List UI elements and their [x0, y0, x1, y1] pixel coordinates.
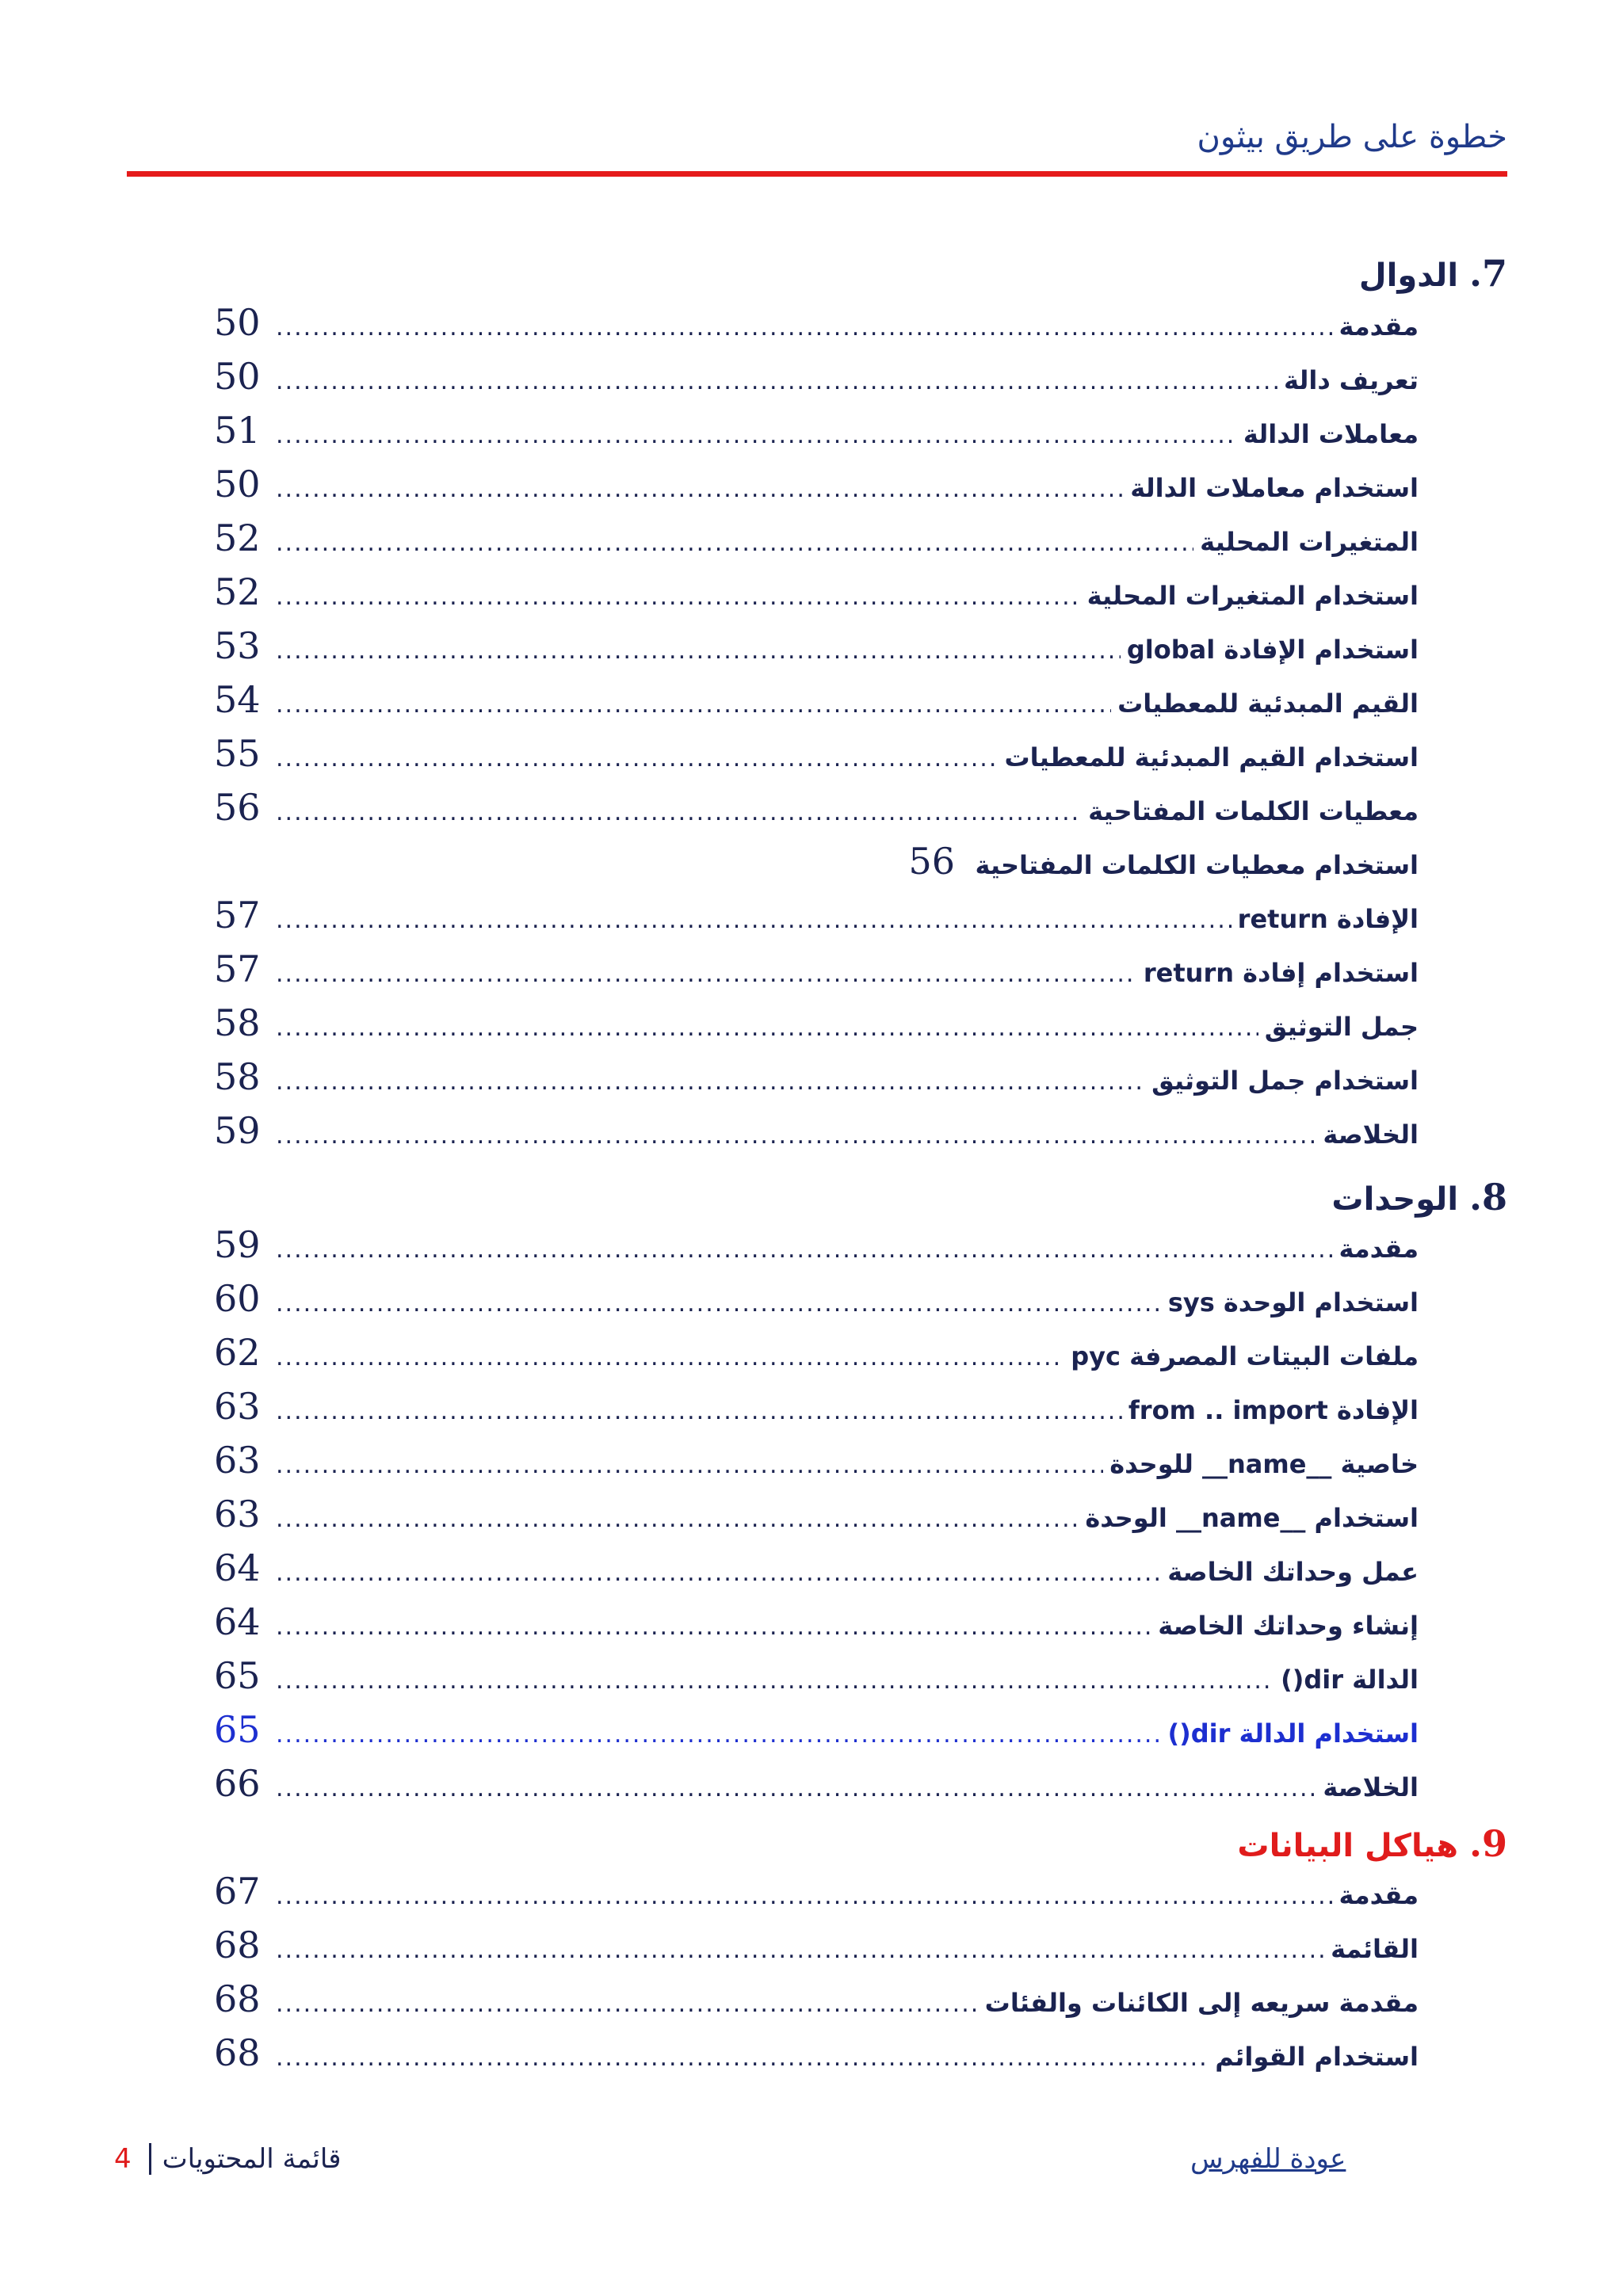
toc-entry-label: المتغيرات المحلية	[1200, 527, 1419, 557]
toc-entry-page: 50	[214, 301, 261, 344]
toc-entry-page: 60	[214, 1277, 261, 1320]
toc-entry-label: مقدمة	[1338, 311, 1419, 341]
toc-entry-page: 63	[214, 1439, 261, 1482]
toc-entry-label: الإفادة from .. import	[1128, 1395, 1419, 1425]
dot-leader	[276, 906, 1232, 934]
toc-entry[interactable]	[214, 840, 1419, 892]
toc-entry-label: الإفادة return	[1237, 904, 1419, 934]
toc-entry[interactable]	[214, 1708, 1419, 1760]
toc-entry-label: معطيات الكلمات المفتاحية	[1088, 796, 1419, 826]
chapter-title: هياكل البيانات	[1237, 1828, 1459, 1864]
dot-leader	[276, 1990, 979, 2018]
toc-entry-label: استخدام إفادة return	[1143, 958, 1419, 988]
dot-leader	[276, 1122, 1316, 1150]
toc-entry-label: استخدام القيم المبدئية للمعطيات	[1004, 742, 1419, 772]
toc-entry[interactable]	[214, 1870, 1419, 1922]
toc-entry-label: الخلاصة	[1323, 1772, 1419, 1802]
dot-leader	[276, 1344, 1064, 1371]
dot-leader	[276, 583, 1081, 611]
toc-entry-page: 50	[214, 463, 261, 505]
toc-entry-page: 65	[214, 1654, 261, 1697]
dot-leader	[276, 1290, 1162, 1318]
dot-leader	[276, 1398, 1122, 1425]
toc-entry[interactable]	[214, 570, 1419, 623]
toc-entry-label: استخدام __name__ الوحدة	[1085, 1503, 1419, 1533]
toc-entry-page: 59	[214, 1109, 261, 1152]
chapter-number: 9.	[1468, 1822, 1507, 1865]
toc-entry[interactable]	[214, 301, 1419, 353]
toc-entry-label: استخدام الدالة dir()	[1167, 1718, 1419, 1749]
toc-entry-page: 65	[214, 1708, 261, 1751]
dot-leader	[276, 1882, 1332, 1910]
toc-entry-label: مقدمة	[1338, 1234, 1419, 1264]
dot-leader	[276, 1505, 1079, 1533]
chapter-heading-8	[1331, 1176, 1507, 1219]
dot-leader	[276, 1667, 1274, 1695]
toc-entry-page: 57	[214, 948, 261, 990]
toc-entry[interactable]	[214, 1600, 1419, 1653]
toc-entry-page: 64	[214, 1600, 261, 1643]
toc-entry-page: 68	[214, 1924, 261, 1966]
toc-entry-label: استخدام الإفادة global	[1126, 635, 1419, 665]
toc-entry-label: الخلاصة	[1323, 1119, 1419, 1150]
toc-entry[interactable]	[214, 732, 1419, 784]
toc-entry-label: استخدام معطيات الكلمات المفتاحية	[975, 850, 1419, 880]
toc-entry-label: القائمة	[1331, 1934, 1419, 1964]
dot-leader	[276, 475, 1124, 503]
toc-entry[interactable]	[214, 463, 1419, 515]
toc-entry[interactable]	[214, 1924, 1419, 1976]
toc-entry-label: عمل وحداتك الخاصة	[1167, 1557, 1419, 1587]
toc-entry[interactable]	[214, 948, 1419, 1000]
toc-entry[interactable]	[214, 2031, 1419, 2084]
toc-entry[interactable]	[214, 409, 1419, 461]
toc-entry-page: 66	[214, 1762, 261, 1805]
toc-entry-label: معاملات الدالة	[1243, 419, 1419, 449]
toc-entry[interactable]	[214, 894, 1419, 946]
toc-entry-page: 59	[214, 1223, 261, 1266]
toc-entry-page: 67	[214, 1870, 261, 1913]
footer-section-title: قائمة المحتويات	[162, 2143, 342, 2175]
toc-entry-page: 63	[214, 1385, 261, 1428]
dot-leader	[276, 368, 1277, 395]
toc-entry[interactable]	[214, 1223, 1419, 1276]
toc-entry-page: 58	[214, 1001, 261, 1044]
toc-entry[interactable]	[214, 1001, 1419, 1054]
toc-entry-label: استخدام المتغيرات المحلية	[1086, 581, 1419, 611]
toc-entry[interactable]	[214, 1493, 1419, 1545]
toc-entry-page: 52	[214, 517, 261, 559]
dot-leader	[276, 314, 1332, 341]
toc-entry-page: 50	[214, 355, 261, 398]
dot-leader	[276, 1068, 1145, 1096]
toc-entry-label: إنشاء وحداتك الخاصة	[1158, 1611, 1419, 1641]
toc-entry[interactable]	[214, 1654, 1419, 1707]
dot-leader	[276, 960, 1137, 988]
header-divider	[127, 171, 1507, 177]
toc-entry-page: 57	[214, 894, 261, 936]
toc-entry[interactable]	[214, 1547, 1419, 1599]
dot-leader	[276, 1936, 1324, 1964]
toc-entry-label: الدالة dir()	[1281, 1665, 1419, 1695]
toc-entry[interactable]	[214, 1109, 1419, 1161]
toc-entry-page: 56	[908, 840, 956, 883]
toc-entry-page: 58	[214, 1055, 261, 1098]
toc-entry[interactable]	[214, 1978, 1419, 2030]
toc-entry[interactable]	[214, 1277, 1419, 1329]
toc-entry-page: 56	[214, 786, 261, 829]
toc-entry[interactable]	[214, 1762, 1419, 1814]
toc-entry-page: 68	[214, 2031, 261, 2074]
footer-page-number: 4	[114, 2143, 132, 2175]
toc-entry-page: 64	[214, 1547, 261, 1589]
dot-leader	[276, 529, 1193, 557]
toc-entry[interactable]	[214, 1055, 1419, 1108]
toc-entry-page: 54	[214, 678, 261, 721]
dot-leader	[276, 745, 998, 772]
dot-leader	[276, 2044, 1209, 2072]
toc-entry[interactable]	[214, 1439, 1419, 1491]
toc-entry[interactable]	[214, 624, 1419, 677]
dot-leader	[276, 799, 1082, 826]
chapter-number: 8.	[1468, 1176, 1507, 1219]
toc-entry-label: استخدام معاملات الدالة	[1130, 473, 1419, 503]
dot-leader	[276, 1775, 1316, 1802]
dot-leader	[276, 1559, 1161, 1587]
dot-leader	[276, 1613, 1151, 1641]
chapter-number: 7.	[1468, 252, 1507, 295]
toc-entry-label: مقدمة سريعه إلى الكائنات والفئات	[984, 1988, 1419, 2018]
toc-entry-label: خاصية __name__ للوحدة	[1109, 1449, 1419, 1479]
toc-entry-label: تعريف دالة	[1283, 365, 1419, 395]
chapter-title: الدوال	[1358, 257, 1459, 294]
toc-entry[interactable]	[214, 1331, 1419, 1383]
toc-entry-page: 52	[214, 570, 261, 613]
toc-entry[interactable]	[214, 1385, 1419, 1437]
toc-entry-page: 68	[214, 1978, 261, 2020]
toc-entry-page: 51	[214, 409, 261, 452]
footer-page-info	[114, 2143, 341, 2175]
dot-leader	[276, 421, 1237, 449]
dot-leader	[276, 1014, 1258, 1042]
chapter-title: الوحدات	[1331, 1181, 1459, 1218]
dot-leader	[276, 691, 1111, 719]
chapter-heading-7	[1359, 252, 1507, 295]
toc-entry-label: القيم المبدئية للمعطيات	[1117, 688, 1419, 719]
footer-separator	[149, 2143, 151, 2175]
toc-entry-label: استخدام القوائم	[1215, 2042, 1419, 2072]
toc-entry[interactable]	[214, 786, 1419, 838]
toc-entry[interactable]	[214, 678, 1419, 730]
dot-leader	[276, 1451, 1103, 1479]
toc-entry-page: 62	[214, 1331, 261, 1374]
toc-entry[interactable]	[214, 355, 1419, 407]
toc-entry-label: استخدام الوحدة sys	[1167, 1287, 1419, 1318]
toc-entry-label: ملفات البيتات المصرفة pyc	[1071, 1341, 1419, 1371]
toc-entry-label: مقدمة	[1338, 1880, 1419, 1910]
dot-leader	[276, 1721, 1161, 1749]
toc-entry-label: استخدام جمل التوثيق	[1151, 1066, 1419, 1096]
toc-entry-page: 55	[214, 732, 261, 775]
back-to-index-link[interactable]: عودة للفهرس	[1190, 2143, 1346, 2175]
chapter-heading-9	[1237, 1822, 1507, 1865]
toc-entry-label: جمل التوثيق	[1264, 1012, 1419, 1042]
running-header-title: خطوة على طريق بيثون	[1197, 119, 1507, 155]
dot-leader	[276, 1236, 1332, 1264]
dot-leader	[276, 637, 1121, 665]
toc-entry-page: 53	[214, 624, 261, 667]
toc-entry-page: 63	[214, 1493, 261, 1535]
toc-entry[interactable]	[214, 517, 1419, 569]
